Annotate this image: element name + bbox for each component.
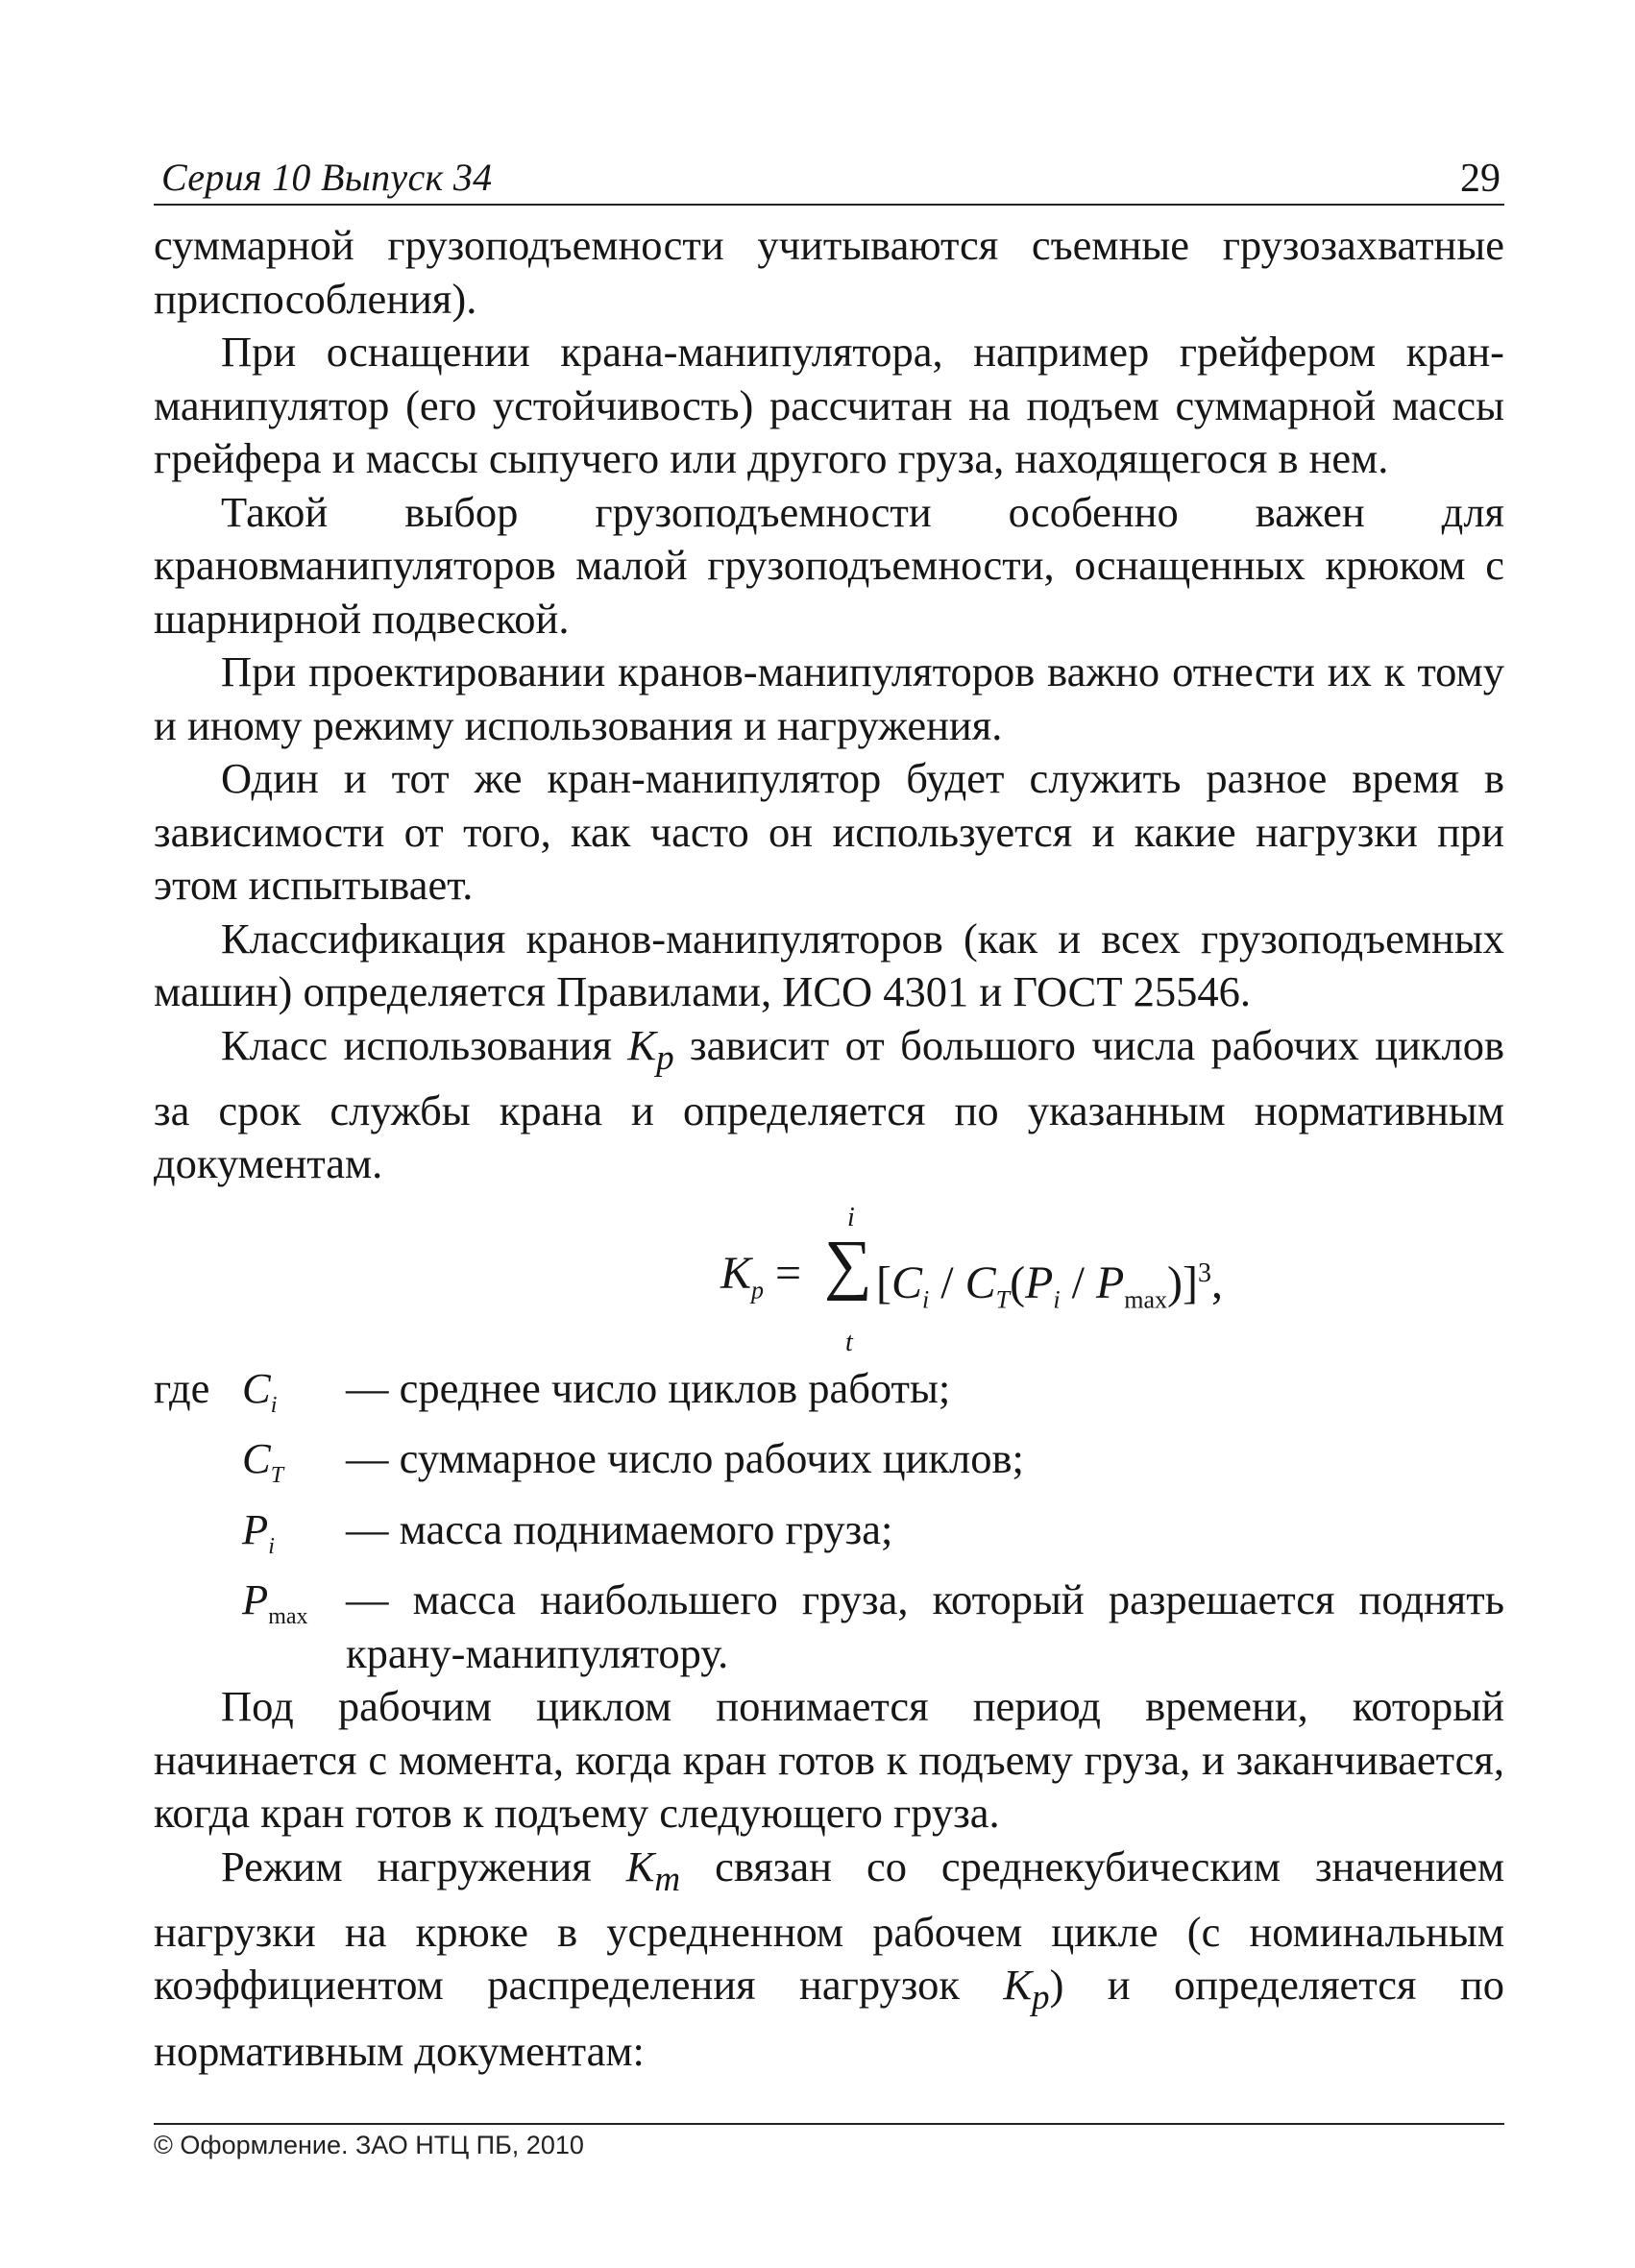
footer-rule: [154, 2123, 1504, 2125]
definition-text: — масса поднимаемого груза;: [346, 1504, 893, 1553]
definition-item: [154, 1432, 1504, 1502]
paragraph: Один и тот же кран-манипулятор будет служить разное время в зависимости от того, как часто он используется и какие нагрузки при этом испытывает.: [154, 754, 1504, 909]
formula-rhs: $[C_i / C_T(P_i / P_{max})]^3$,: [876, 1256, 1224, 1314]
symbol-kp: $K_p$: [627, 1020, 674, 1078]
series-label: Серия 10 Выпуск 34: [161, 156, 493, 199]
paragraph-usage-class: Класс использования $K_p$ зависит от большого числа рабочих циклов за срок службы крана и определяется по указанным нормативным документам.: [154, 1020, 1504, 1188]
definition-item: [154, 1503, 1504, 1573]
paragraph: Такой выбор грузоподъемности особенно важен для крановманипуляторов малой грузоподъемности, оснащенных крюком с шарнирной подвеской.: [154, 487, 1504, 643]
formula-lhs: $K_p$ =: [720, 1247, 802, 1305]
paragraph: При проектировании кранов-манипуляторов важно отнести их к тому и иному режиму использования и нагружения.: [154, 647, 1504, 749]
symbol-km: $K_m$: [625, 1841, 681, 1899]
definition-text: — среднее число циклов работы;: [346, 1363, 951, 1412]
copyright-footer: © Оформление. ЗАО НТЦ ПБ, 2010: [154, 2131, 584, 2159]
definition-symbol: $P_{max}$: [242, 1575, 308, 1629]
definition-text: — суммарное число рабочих циклов;: [346, 1434, 1024, 1483]
paragraph: суммарной грузоподъемности учитываются съемные грузозахватные приспособления).: [154, 221, 1504, 323]
paragraph: Классификация кранов-манипуляторов (как и всех грузоподъемных машин) определяется Правилами, ИСО 4301 и ГОСТ 25546.: [154, 914, 1504, 1015]
body-text: [154, 219, 1504, 2078]
running-header: [154, 154, 1504, 206]
definition-text: — масса наибольшего груза, который разрешается поднять крану-манипулятору.: [346, 1575, 1504, 1677]
paragraph-work-cycle: Под рабочим циклом понимается период времени, который начинается с момента, когда кран готов к подъему груза, и заканчивается, когда кран готов к подъему следующего груза.: [154, 1682, 1504, 1838]
definition-item: [154, 1362, 1504, 1432]
sum-sign: ∑: [824, 1227, 872, 1302]
where-label: где: [154, 1363, 210, 1412]
formula-kp: [154, 1191, 1504, 1362]
paragraph-load-mode: Режим нагружения $K_m$ связан со среднекубическим значением нагрузки на крюке в усредненном рабочем цикле (с номинальным коэффициентом распределения нагрузок $K_p$) и определяется по нормативным документам:: [154, 1841, 1504, 2075]
page-number: 29: [1460, 157, 1501, 201]
sum-upper-limit: i: [847, 1202, 855, 1232]
symbol-kp: $K_p$: [1003, 1961, 1050, 2018]
paragraph: При оснащении крана-манипулятора, например грейфером кран-манипулятор (его устойчивость) рассчитан на подъем суммарной массы грейфера и массы сыпучего или другого груза, находящегося в нем.: [154, 328, 1504, 482]
sum-lower-limit: t: [845, 1327, 853, 1357]
definitions-list: [154, 1362, 1504, 1680]
definition-symbol: $C_T$: [242, 1434, 284, 1489]
definition-symbol: $C_i$: [242, 1363, 278, 1418]
definition-item: [154, 1573, 1504, 1680]
definition-symbol: $P_i$: [242, 1504, 275, 1559]
